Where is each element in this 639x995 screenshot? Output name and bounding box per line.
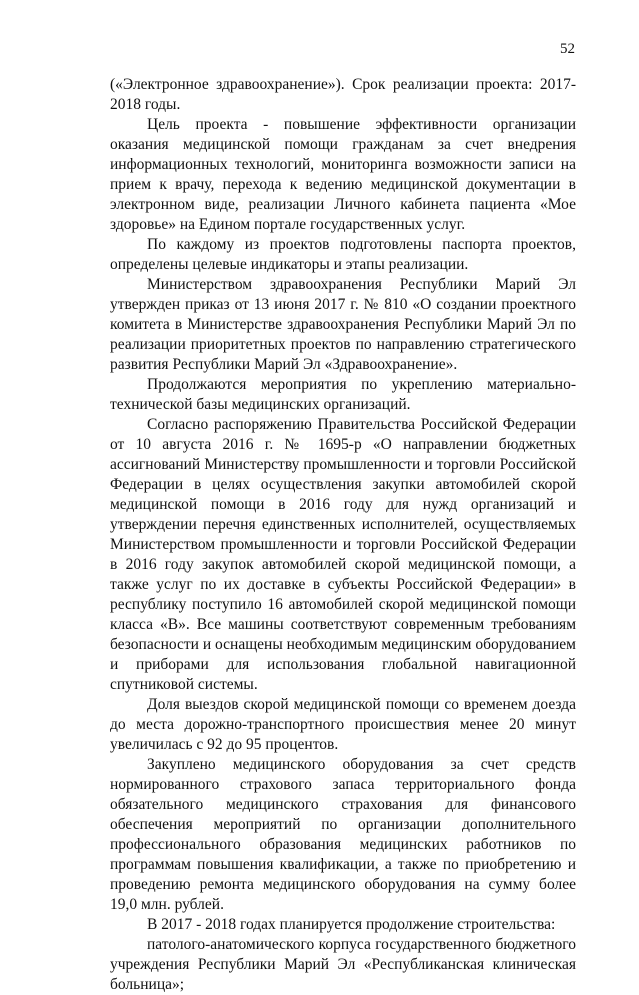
paragraph-2: Цель проекта - повышение эффективности организации оказания медицинской помощи гражданам за счет внедрения информационных технологий, мониторинга возможности записи на прием к врачу, перехода к ведению медицинской документации в электронном виде, реализации Личного кабинета пациента «Мое здоровье» на Едином портале государственных услуг. (110, 116, 576, 233)
paragraph-6: Согласно распоряжению Правительства Российской Федерации от 10 августа 2016 г. № 1695-р «О направлении бюджетных ассигнований Министерству промышленности и торговли Российской Федерации в целях осуществления закупки автомобилей скорой медицинской помощи в 2016 году для нужд организаций и утверждении перечня единственных исполнителей, осуществляемых Министерством промышленности и торговли Российской Федерации в 2016 году закупок автомобилей скорой медицинской помощи, а также услуг по их доставке в субъекты Российской Федерации» в республику поступило 16 автомобилей скорой медицинской помощи класса «В». Все машины соответствуют современным требованиям безопасности и оснащены необходимым медицинским оборудованием и приборами для использования глобальной навигационной спутниковой системы. (110, 416, 576, 693)
paragraph-10: патолого-анатомического корпуса государственного бюджетного учреждения Республики Марий Эл «Республиканская клиническая больница»; (110, 936, 576, 993)
paragraph-7: Доля выездов скорой медицинской помощи со временем доезда до места дорожно-транспортного происшествия менее 20 минут увеличилась с 92 до 95 процентов. (110, 696, 576, 753)
paragraph-3: По каждому из проектов подготовлены паспорта проектов, определены целевые индикаторы и этапы реализации. (110, 236, 576, 273)
page-number: 52 (560, 41, 575, 57)
paragraph-1: («Электронное здравоохранение»). Срок реализации проекта: 2017-2018 годы. (110, 76, 576, 113)
body-text (110, 75, 576, 995)
paragraph-9: В 2017 - 2018 годах планируется продолжение строительства: (147, 916, 556, 933)
paragraph-5: Продолжаются мероприятия по укреплению материально-технической базы медицинских организаций. (110, 376, 576, 413)
paragraph-4: Министерством здравоохранения Республики Марий Эл утвержден приказ от 13 июня 2017 г. № 810 «О создании проектного комитета в Министерстве здравоохранения Республики Марий Эл по реализации приоритетных проектов по направлению стратегического развития Республики Марий Эл «Здравоохранение». (110, 276, 576, 373)
paragraph-8: Закуплено медицинского оборудования за счет средств нормированного страхового запаса территориального фонда обязательного медицинского страхования для финансового обеспечения мероприятий по организации дополнительного профессионального образования медицинских работников по программам повышения квалификации, а также по приобретению и проведению ремонта медицинского оборудования на сумму более 19,0 млн. рублей. (110, 756, 576, 913)
